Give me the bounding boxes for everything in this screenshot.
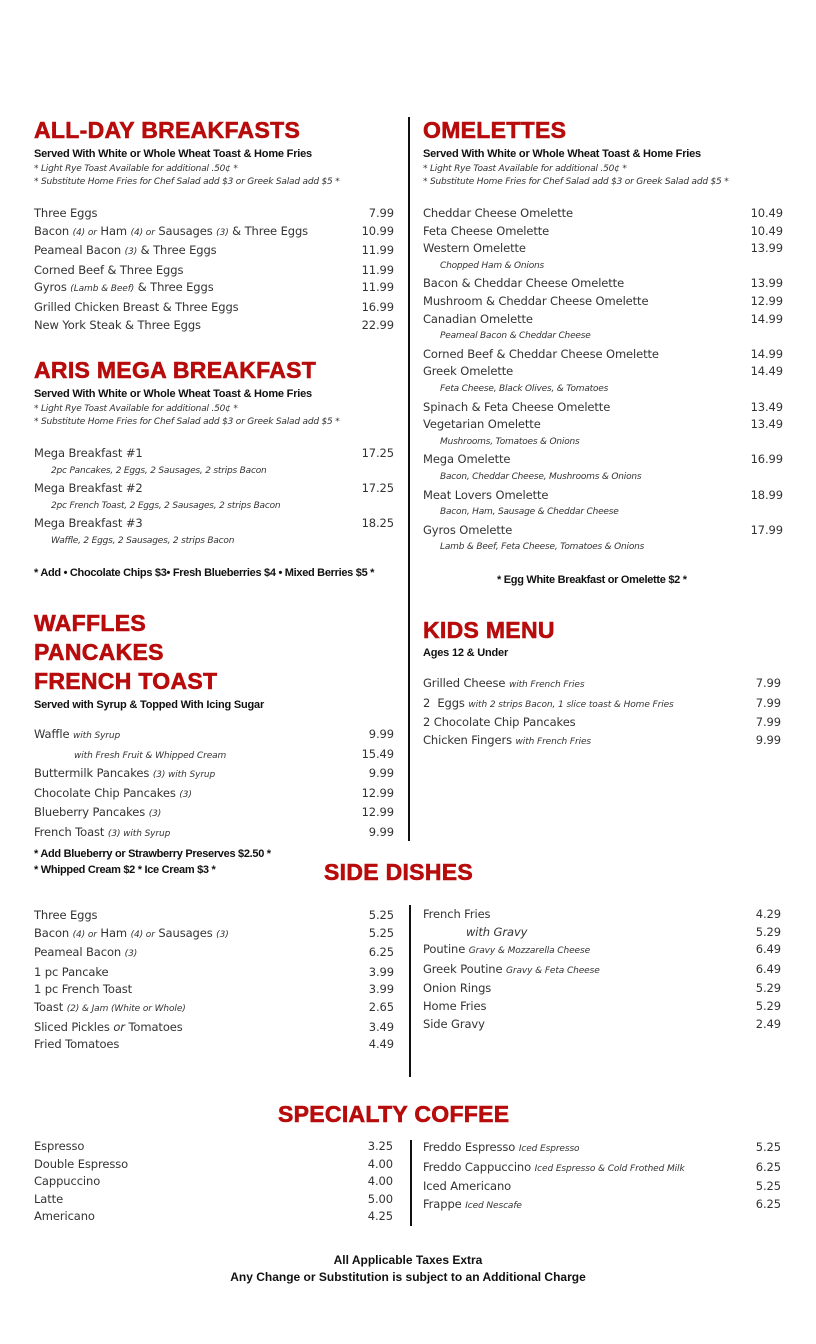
item-description: Waffle, 2 Eggs, 2 Sausages, 2 strips Bacon (51, 535, 235, 546)
menu-item: Bacon (4) or Ham (4) or Sausages (3) 5.25 (34, 925, 394, 940)
menu-item: Home Fries 5.29 (423, 998, 781, 1013)
menu-item: Americano 4.25 (34, 1209, 393, 1224)
menu-item: 1 pc French Toast 3.99 (34, 982, 394, 997)
rye-toast-note: * Light Rye Toast Available for additional .50¢ * (34, 164, 238, 174)
menu-item: Gyros Omelette 17.99 (423, 522, 783, 537)
item-description: Peameal Bacon & Cheddar Cheese (440, 331, 591, 342)
item-description: Lamb & Beef, Feta Cheese, Tomatoes & Onions (440, 542, 645, 553)
breakfast-list (34, 205, 394, 334)
coffee-list-right (423, 1139, 781, 1215)
menu-item: Poutine Gravy & Mozzarella Cheese 6.49 (423, 942, 781, 957)
menu-item: Peameal Bacon (3) 6.25 (34, 945, 394, 960)
section-title: ALL-DAY BREAKFASTS (34, 117, 301, 143)
waffles-list (34, 726, 394, 844)
menu-item: Mega Breakfast #1 17.25 (34, 446, 394, 460)
item-description: Mushrooms, Tomatoes & Onions (440, 436, 580, 447)
section-title-line: FRENCH TOAST (34, 668, 218, 694)
menu-item: Onion Rings 5.29 (423, 981, 781, 996)
omelette-list (423, 205, 783, 557)
item-description: Feta Cheese, Black Olives, & Tomatoes (440, 383, 609, 394)
menu-item: Mega Breakfast #2 17.25 (34, 481, 394, 496)
menu-item: French Toast (3) with Syrup 9.99 (34, 824, 394, 839)
egg-white-note: * Egg White Breakfast or Omelette $2 * (497, 574, 687, 586)
menu-item: Cheddar Cheese Omelette 10.49 (423, 206, 783, 220)
menu-item: Latte 5.00 (34, 1191, 393, 1206)
section-title-line: PANCAKES (34, 639, 164, 665)
sides-list-right (423, 906, 781, 1033)
served-with-note: Served With White or Whole Wheat Toast & Home Fries (34, 388, 312, 400)
substitution-note: Any Change or Substitution is subject to an Additional Charge (230, 1270, 586, 1284)
menu-item: Chocolate Chip Pancakes (3) 12.99 (34, 785, 394, 800)
section-title-line: WAFFLES (34, 610, 146, 636)
menu-item: Vegetarian Omelette 13.49 (423, 417, 783, 432)
menu-item: Corned Beef & Three Eggs 11.99 (34, 262, 394, 277)
section-title: KIDS MENU (423, 617, 555, 643)
item-description: 2pc French Toast, 2 Eggs, 2 Sausages, 2 strips Bacon (51, 500, 281, 511)
menu-item: Canadian Omelette 14.99 (423, 311, 783, 326)
section-title: SPECIALTY COFFEE (278, 1101, 510, 1127)
menu-item: Toast (2) & Jam (White or Whole) 2.65 (34, 999, 394, 1014)
menu-item: Fried Tomatoes 4.49 (34, 1037, 394, 1052)
menu-item: Freddo Espresso Iced Espresso 5.25 (423, 1140, 781, 1154)
item-description: Chopped Ham & Onions (440, 260, 545, 271)
menu-item: 1 pc Pancake 3.99 (34, 964, 394, 979)
add-on-note: * Whipped Cream $2 * Ice Cream $3 * (34, 864, 216, 876)
mega-list (34, 445, 394, 551)
menu-item: Double Espresso 4.00 (34, 1156, 393, 1171)
substitute-note: * Substitute Home Fries for Chef Salad add $3 or Greek Salad add $5 * (34, 417, 340, 427)
menu-item: Corned Beef & Cheddar Cheese Omelette 14.99 (423, 346, 783, 361)
substitute-note: * Substitute Home Fries for Chef Salad add $3 or Greek Salad add $5 * (34, 177, 340, 187)
item-description: Bacon, Ham, Sausage & Cheddar Cheese (440, 507, 619, 518)
substitute-note: * Substitute Home Fries for Chef Salad add $3 or Greek Salad add $5 * (423, 177, 729, 187)
add-on-note: * Add • Chocolate Chips $3• Fresh Blueberries $4 • Mixed Berries $5 * (34, 567, 375, 579)
menu-item: Mega Breakfast #3 18.25 (34, 516, 394, 531)
menu-item: Three Eggs 5.25 (34, 908, 394, 922)
menu-item: Sliced Pickles or Tomatoes 3.49 (34, 1019, 394, 1034)
section-title: SIDE DISHES (324, 859, 474, 885)
menu-item: Chicken Fingers with French Fries 9.99 (423, 732, 781, 747)
menu-item: 2 Chocolate Chip Pancakes 7.99 (423, 715, 781, 730)
kids-list (423, 675, 781, 751)
menu-item: Iced Americano 5.25 (423, 1179, 781, 1194)
menu-item: Espresso 3.25 (34, 1139, 393, 1153)
menu-item: Bacon & Cheddar Cheese Omelette 13.99 (423, 276, 783, 291)
add-on-note: * Add Blueberry or Strawberry Preserves $2.50 * (34, 848, 271, 860)
menu-item: Grilled Cheese with French Fries 7.99 (423, 676, 781, 690)
taxes-note: All Applicable Taxes Extra (333, 1253, 483, 1267)
column-divider-coffee (410, 1140, 412, 1226)
menu-item: Spinach & Feta Cheese Omelette 13.49 (423, 399, 783, 414)
served-with-note: Served With White or Whole Wheat Toast & Home Fries (423, 148, 701, 160)
menu-item: Waffle with Syrup 9.99 (34, 727, 394, 741)
menu-item: Mega Omelette 16.99 (423, 452, 783, 467)
section-title: ARIS MEGA BREAKFAST (34, 357, 317, 383)
column-divider-main (408, 117, 410, 841)
menu-item: Buttermilk Pancakes (3) with Syrup 9.99 (34, 766, 394, 781)
menu-item: Greek Omelette 14.49 (423, 364, 783, 379)
served-with-note: Served With White or Whole Wheat Toast & Home Fries (34, 148, 312, 160)
menu-item: Bacon (4) or Ham (4) or Sausages (3) & Three Eggs 10.99 (34, 223, 394, 238)
menu-item: Gyros (Lamb & Beef) & Three Eggs 11.99 (34, 280, 394, 295)
menu-item: Grilled Chicken Breast & Three Eggs 16.99 (34, 299, 394, 314)
menu-item: Three Eggs 7.99 (34, 206, 394, 220)
menu-item: Meat Lovers Omelette 18.99 (423, 487, 783, 502)
sides-list-left (34, 907, 394, 1054)
rye-toast-note: * Light Rye Toast Available for additional .50¢ * (34, 404, 238, 414)
age-note: Ages 12 & Under (423, 647, 509, 659)
item-description: Bacon, Cheddar Cheese, Mushrooms & Onions (440, 471, 642, 482)
menu-item: Feta Cheese Omelette 10.49 (423, 223, 783, 238)
section-title: OMELETTES (423, 117, 567, 143)
item-description: 2pc Pancakes, 2 Eggs, 2 Sausages, 2 strips Bacon (51, 465, 267, 476)
menu-item: Greek Poutine Gravy & Feta Cheese 6.49 (423, 961, 781, 976)
menu-item: Freddo Cappuccino Iced Espresso & Cold Frothed Milk 6.25 (423, 1159, 781, 1174)
menu-item: with Fresh Fruit & Whipped Cream 15.49 (74, 746, 394, 761)
menu-item: Western Omelette 13.99 (423, 241, 783, 256)
column-divider-sides (409, 905, 411, 1077)
menu-item: with Gravy 5.29 (466, 924, 781, 939)
menu-item: Side Gravy 2.49 (423, 1016, 781, 1031)
menu-item: 2 Eggs with 2 strips Bacon, 1 slice toast & Home Fries 7.99 (423, 695, 781, 710)
menu-item: New York Steak & Three Eggs 22.99 (34, 317, 394, 332)
menu-item: French Fries 4.29 (423, 907, 781, 921)
menu-item: Cappuccino 4.00 (34, 1174, 393, 1189)
coffee-list-left (34, 1138, 393, 1226)
served-with-note: Served with Syrup & Topped With Icing Sugar (34, 699, 265, 711)
menu-item: Frappe Iced Nescafe 6.25 (423, 1196, 781, 1211)
menu-item: Blueberry Pancakes (3) 12.99 (34, 805, 394, 820)
menu-item: Peameal Bacon (3) & Three Eggs 11.99 (34, 243, 394, 258)
menu-item: Mushroom & Cheddar Cheese Omelette 12.99 (423, 293, 783, 308)
rye-toast-note: * Light Rye Toast Available for additional .50¢ * (423, 164, 627, 174)
